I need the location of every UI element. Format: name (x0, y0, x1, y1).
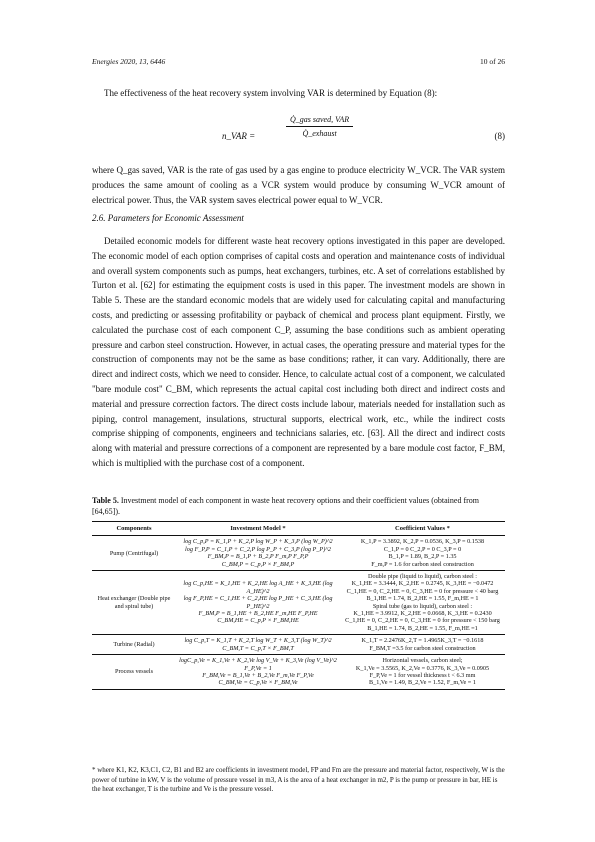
model-line: F_BM,Ve = B_1,Ve + B_2,Ve F_m,Ve F_P,Ve (202, 671, 314, 679)
body-paragraph: Detailed economic models for different waste heat recovery options investigated in this paper are developed. The economic model of each option comprises of capital costs and operation and maintenance costs of individual and overall system components such as pumps, heat exchangers, turbines, etc. A set of correlations established by Turton et al. [62] for estimating the equipment costs is used in this paper. The investment models are shown in Table 5. These are the standard economic models that are widely used for calculating capital and manufacturing costs, and predicting or assessing profitability or payback of chemical and process plant equipment. Firstly, we calculated the purchase cost of each component C_P, assuming the base conditions such as ambient operating pressure and carbon steel construction. However, in actual cases, the operating pressure and material types for the construction of components may not be the same as base conditions; rather, it can vary. Additionally, there are direct and indirect costs, which we need to consider. Hence, to calculate actual cost of a component, we calculated "bare module cost" C_BM, which represents the actual capital cost including both direct and indirect costs and material and pressure correction factors. The direct costs include labour, materials needed for installation such as piping, control management, insulations, structural supports, electrical work, etc., while the indirect costs comprise shipping of components, engineers and technicians salaries, etc. [63]. All the direct and indirect costs along with material and pressure corrections of a component are represented by a bare module cost factor, F_BM, which is multiplied with the purchase cost of a component. (92, 236, 505, 468)
coefficient-line: C_1,HE = 0, C_2,HE = 0, C_3,HE = 0 for pressure < 40 barg (346, 587, 499, 595)
running-header (92, 57, 505, 66)
model-line: log C_p,T = K_1,T + K_2,T log W_T + K_3,T (log W_T)^2 (184, 637, 332, 645)
component-cell: Heat exchanger (Double pipe and spiral tube) (92, 571, 176, 635)
table-caption-text: Investment model of each component in waste heat recovery options and their coefficient values (obtained from [64,65]). (92, 496, 479, 516)
table-row (92, 635, 505, 655)
column-header-coefficient-values: Coefficient Values * (340, 522, 505, 536)
equation-numerator: Q̇_gas saved, VAR (290, 115, 350, 124)
paragraph-after-equation: where Q_gas saved, VAR is the rate of gas used by a gas engine to produce electricity W_VCR. The VAR system produces the same amount of cooling as a VCR system would produce by consuming W_VCR amount of electrical power. Thus, the VAR system saves electrical power equal to W_VCR. (92, 165, 505, 205)
coefficient-line: K_1,T = 2.2476K_2,T = 1.4965K_3,T = −0.1618 (361, 637, 484, 645)
coefficient-line: B_1,HE = 1.74, B_2,HE = 1.55, F_m,HE = 1 (366, 595, 479, 603)
column-header-components: Components (92, 522, 176, 536)
model-line: log C_p,HE = K_1,HE + K_2,HE log A_HE + K_3,HE (log A_HE)^2 (183, 580, 333, 595)
model-line: C_BM,P = C_p,P × F_BM,P (221, 560, 295, 568)
journal-citation: Energies 2020, 13, 6446 (92, 57, 166, 66)
table-caption-label: Table 5. (92, 496, 119, 505)
coefficient-cell (340, 655, 505, 690)
equation-lhs: n_VAR = (222, 131, 256, 141)
coefficient-line: F_P,Ve = 1 for vessel thickness t < 6.3 mm (369, 671, 476, 679)
coefficient-line: F_m,P = 1.6 for carbon steel construction (371, 560, 474, 568)
model-line: log F_P,P = C_1,P + C_2,P log P_P + C_3,P (log P_P)^2 (185, 545, 331, 553)
component-cell: Pump (Centrifugal) (92, 536, 176, 571)
coefficient-line: B_1,HE = 1.74, B_2,HE = 1.55, F_m,HE =1 (367, 624, 478, 632)
coefficient-line: K_1,HE = 3.3444, K_2,HE = 0.2745, K_3,HE = −0.0472 (351, 580, 494, 588)
coefficient-line: B_1,Ve = 1.49, B_2,Ve = 1.52, F_m,Ve = 1 (369, 679, 476, 687)
coefficient-cell (340, 571, 505, 635)
model-line: F_BM,P = B_1,HE + B_2,HE F_m,HE F_P,HE (198, 610, 318, 618)
coefficient-line: K_1,P = 3.3892, K_2,P = 0.0536, K_3,P = 0.1538 (360, 538, 485, 546)
equation-denominator: Q̇_exhaust (302, 129, 337, 138)
model-line: log C_p,P = K_1,P + K_2,P log W_P + K_3,P (log W_P)^2 (183, 538, 333, 546)
coefficient-line: K_1,HE = 3.9912, K_2,HE = 0.0668, K_3,HE = 0.2430 (353, 610, 492, 618)
model-line: logC_p,Ve = K_1,Ve + K_2,Ve log V_Ve + K_3,Ve (log V_Ve)^2 (179, 657, 337, 665)
coefficient-line: F_BM,T =3.5 for carbon steel construction (369, 644, 476, 652)
investment-model-table (92, 521, 505, 690)
coefficient-line: C_1,P = 0 C_2,P = 0 C_3,P = 0 (383, 545, 462, 553)
component-cell: Process vessels (92, 655, 176, 690)
model-cell (176, 536, 340, 571)
model-line: C_BM,HE = C_p,P × F_BM,HE (217, 617, 299, 625)
model-cell (176, 571, 340, 635)
equation-number: (8) (494, 131, 505, 141)
model-cell (176, 635, 340, 655)
table-row (92, 655, 505, 690)
model-line: F_P,Ve = 1 (244, 664, 272, 672)
coefficient-line: C_1,HE = 0, C_2,HE = 0, C_3,HE = 0 for pressure < 150 barg (345, 617, 500, 625)
coefficient-cell (340, 635, 505, 655)
table-footnote: * where K1, K2, K3,C1, C2, B1 and B2 are coefficients in investment model, FP and Fm are the pressure and material factor, respectively, W is the power of turbine in kW, V is the volume of pressure vessel in m3, A is the area of a heat exchanger in m2, P is the pump or pressure in bar, HE is the heat exchanger, T is the turbine and Ve is the pressure vessel. (92, 766, 505, 794)
coefficient-line: K_1,Ve = 3.5565, K_2,Ve = 0.3776, K_3,Ve = 0.0905 (355, 664, 490, 672)
coefficient-line: Horizontal vessels, carbon steel; (382, 657, 463, 665)
section-heading: 2.6. Parameters for Economic Assessment (92, 213, 244, 223)
coefficient-line: Double pipe (liquid to liquid), carbon steel : (368, 573, 477, 581)
model-cell (176, 655, 340, 690)
coefficient-cell (340, 536, 505, 571)
page-number: 10 of 26 (480, 57, 505, 66)
model-line: C_BM,T = C_p,T × F_BM,T (222, 644, 294, 652)
equation-8 (92, 115, 505, 159)
model-line: F_BM,P = B_1,P + B_2,P F_m,P F_P,P (207, 553, 309, 561)
coefficient-line: Spiral tube (gas to liquid), carbon steel : (372, 602, 473, 610)
table-row (92, 571, 505, 635)
table-row (92, 536, 505, 571)
coefficient-line: B_1,P = 1.89, B_2,P = 1.35 (388, 553, 457, 561)
model-line: C_BM,Ve = C_p,Ve × F_BM,Ve (218, 679, 298, 687)
table-caption (92, 495, 505, 517)
component-cell: Turbine (Radial) (92, 635, 176, 655)
model-line: log F_P,HE = C_1,HE + C_2,HE log P_HE + C_3,HE (log P_HE)^2 (183, 595, 333, 610)
equation-intro: The effectiveness of the heat recovery system involving VAR is determined by Equation (8): (104, 88, 438, 98)
equation-fraction (286, 115, 353, 138)
column-header-investment-model: Investment Model * (176, 522, 340, 536)
